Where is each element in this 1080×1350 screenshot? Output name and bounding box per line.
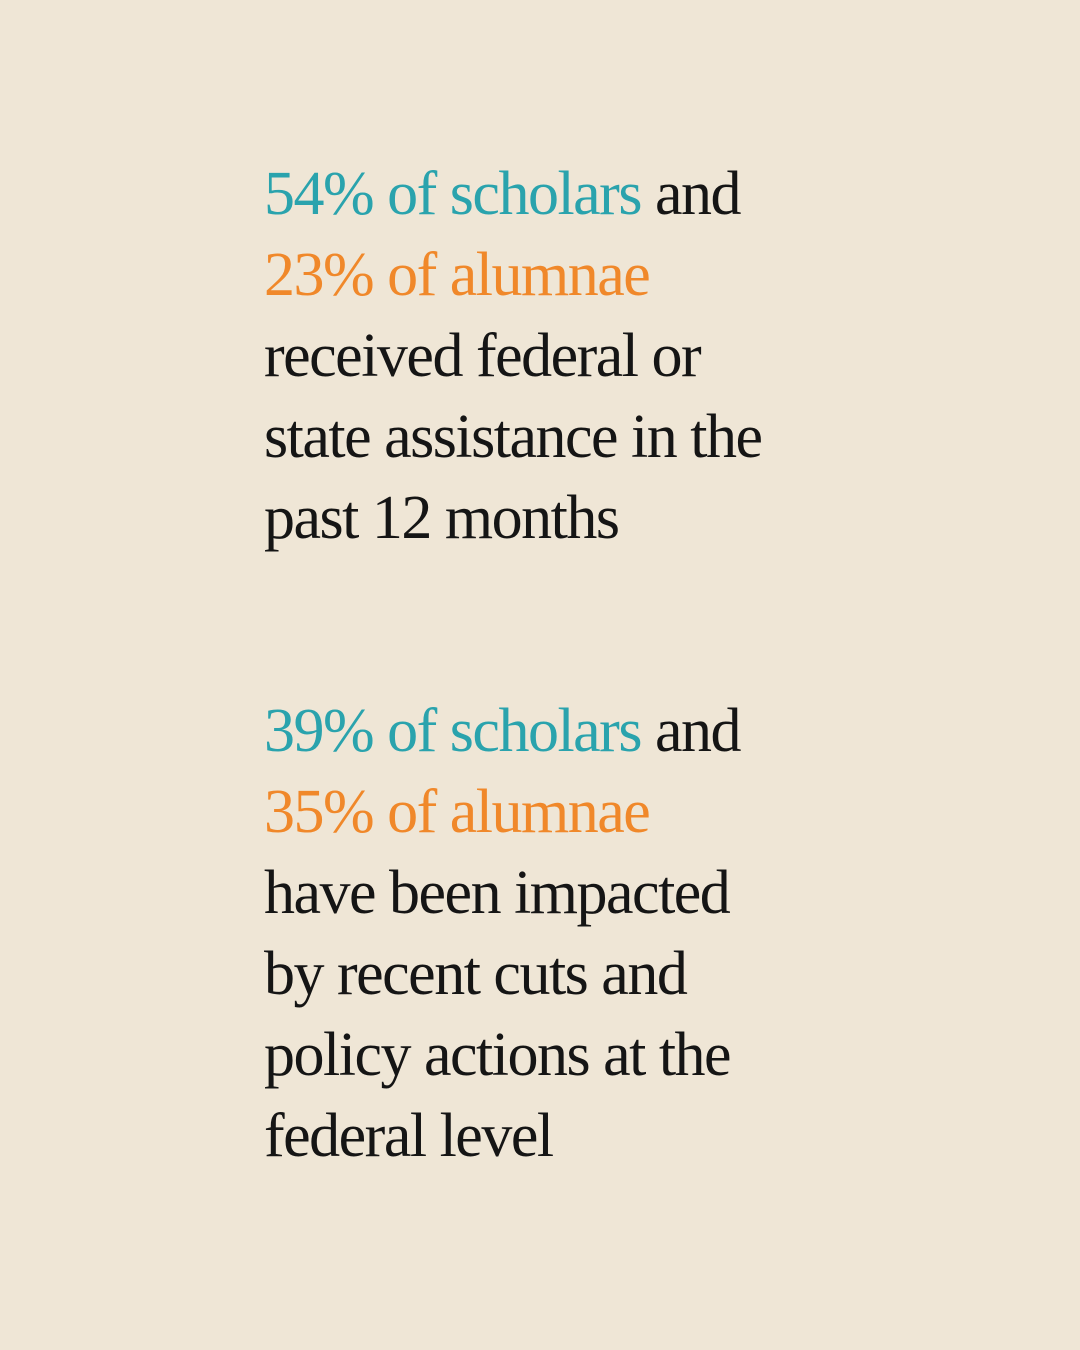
scholars-percentage: 39% of scholars bbox=[264, 697, 641, 765]
stat-description-line: by recent cuts and bbox=[264, 940, 687, 1008]
stat-block-assistance bbox=[264, 154, 904, 559]
alumnae-percentage: 23% of alumnae bbox=[264, 241, 650, 309]
scholars-percentage: 54% of scholars bbox=[264, 160, 641, 228]
stat-headline bbox=[264, 154, 904, 235]
stat-description-line: past 12 months bbox=[264, 484, 619, 552]
joiner-text: and bbox=[640, 160, 740, 228]
stat-description-line: received federal or bbox=[264, 322, 701, 390]
alumnae-percentage: 35% of alumnae bbox=[264, 778, 650, 846]
stat-description-line: state assistance in the bbox=[264, 403, 762, 471]
joiner-text: and bbox=[640, 697, 740, 765]
stat-description-line: federal level bbox=[264, 1102, 553, 1170]
stat-description-line: have been impacted bbox=[264, 859, 730, 927]
stat-description-line: policy actions at the bbox=[264, 1021, 731, 1089]
stat-block-policy-impact bbox=[264, 691, 904, 1177]
stat-headline bbox=[264, 691, 904, 772]
